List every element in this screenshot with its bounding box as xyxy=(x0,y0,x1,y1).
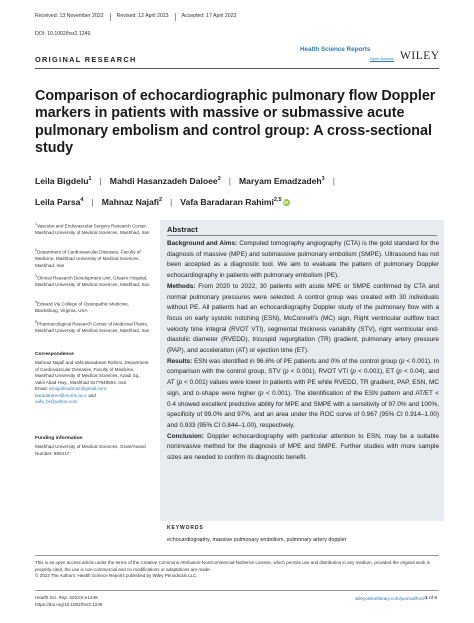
author-separator: | xyxy=(170,196,173,207)
affiliation: $^2$Department of Cardiovascular Diseases, Faculty of Medicine, Mashhad University of Medical Sciences, Mashhad, Iran xyxy=(35,248,141,268)
orcid-icon[interactable]: iD xyxy=(283,199,289,205)
abstract-body xyxy=(167,239,439,464)
footer-divider xyxy=(35,590,439,591)
author-name: Mahdi Hasanzadeh Daloee$^2$ xyxy=(109,175,221,186)
email-link[interactable]: vafa_br@yahoo.com xyxy=(35,399,78,404)
journal-name: Health Science Reports xyxy=(300,46,371,53)
keywords-text: echocardiography, massive pulmonary embolism, pulmonary artery doppler xyxy=(167,537,347,543)
author-separator: | xyxy=(332,175,335,186)
wiley-logo: WILEY xyxy=(400,50,440,62)
keywords-heading: KEYWORDS xyxy=(167,525,204,531)
revised-date: Revised: 12 April 2023 xyxy=(111,13,176,21)
funding-text: Mashhad University of Medical Sciences, Grant/Award Number: 990417 xyxy=(35,444,146,456)
abstract-heading: Abstract xyxy=(167,225,198,234)
license-text: This is an open access article under the terms of the Creative Commons Attribution-NonCommercial-NoDerivs License, which permits use and distribution in any medium, provided the original work is properly cited, the use is non-commercial and no modifications or adaptations are made. © 2023 The Authors. Health Science Reports published by Wiley Periodicals LLC. xyxy=(35,560,430,579)
author-separator: | xyxy=(99,175,102,186)
abstract-methods: Methods: From 2020 to 2022, 30 patients with acute MPE or SMPE confirmed by CTA and normal pulmonary pressures were selected. A control group was created with 30 individuals without PE. All patients had an echocardiography Doppler study of the pulmonary flow with a focus on early systolic notching (ESN), McConnell's (MC) sign, Right ventricular outflow tract velocity time integral (RVOT VTI), segmental thickness variability (STV), right ventricular end-diastolic diameter (RVEDD), tricuspid regurgitation (TR) gradient, pulmonary artery pressure (PAP), and acceleration (AT) or ejection time (ET). xyxy=(167,282,439,355)
correspondence-text: Mahnaz Najafi and Vafa Baradaran Rahimi, Department of Cardiovascular Diseases, Faculty of Medicine, Mashhad University of Medical Sciences, Azadi Sq., Vakil Abad Hwy., Mashhad 9177948564, Iran. Email: drnajafimahnaz@gmail.com; baradaranrv@mums.ac.ir and vafa_br@yahoo.com xyxy=(35,360,149,404)
affiliation: $^5$Pharmacological Research Center of Medicinal Plants, Mashhad University of Medical Sciences, Mashhad, Iran xyxy=(35,320,150,334)
affiliation: $^1$Vascular and Endovascular Surgery Research Center, Mashhad University of Medical Sciences, Mashhad, Iran xyxy=(35,222,150,236)
article-title: Comparison of echocardiographic pulmonary flow Doppler markers in patients with massive or submassive acute pulmonary embolism and control group: A cross-sectional study xyxy=(35,88,436,156)
funding-heading: Funding information xyxy=(35,436,83,441)
author-separator: | xyxy=(228,175,232,186)
license-divider xyxy=(35,555,439,556)
header-divider xyxy=(35,68,439,69)
article-dates xyxy=(35,13,242,21)
citation: Health Sci. Rep. 2023;6:e1249. https://doi.org/10.1002/hsr2.1249 xyxy=(35,595,103,607)
affiliation: $^3$Clinical Research Development Unit, Ghaem Hospital, Mashhad University of Medical Sciences, Mashhad, Iran xyxy=(35,274,150,288)
journal-site-link[interactable]: wileyonlinelibrary.com/journal/hsr2 xyxy=(355,596,425,601)
author-name: Leila Parsa$^4$ xyxy=(35,196,84,207)
author-name: Maryam Emadzadeh$^3$ xyxy=(239,175,325,186)
citation-doi-link[interactable]: https://doi.org/10.1002/hsr2.1249 xyxy=(35,602,103,607)
accepted-date: Accepted: 17 April 2023 xyxy=(181,13,237,19)
open-access-badge: Open Access xyxy=(370,56,394,61)
email-link[interactable]: baradaranrv@mums.ac.ir xyxy=(35,392,87,398)
abstract-background: Background and Aims: Computed tomography angiography (CTA) is the gold standard for the diagnosis of massive (MPE) and submassive pulmonary embolism (SMPE). Ultrasound has not been accepted as a diagnostic tool. We aim to evaluate the pattern of pulmonary Doppler echocardiography in patients with pulmonary embolism (PE). xyxy=(167,240,439,280)
author-list xyxy=(35,170,445,212)
correspondence-heading: Correspondence xyxy=(35,352,74,357)
abstract-conclusion: Conclusion: Doppler echocardiography with particular attention to ESN, may be a suitable noninvasive method for the diagnosis of MPE and SMPE. Further studies with more sample sizes are needed to confirm its diagnostic benefit. xyxy=(167,432,439,462)
doi-text: DOI: 10.1002/hsr2.1249 xyxy=(35,31,91,37)
page-number: 1 of 8 xyxy=(425,596,438,601)
abstract-divider xyxy=(167,235,437,236)
affiliation: $^4$Edward Via College of Osteopathic Medicine, Blacksburg, Virginia, USA xyxy=(35,300,130,314)
author-name: Leila Bigdelu$^1$ xyxy=(35,175,92,186)
copyright-text: © 2023 The Authors. Health Science Reports published by Wiley Periodicals LLC. xyxy=(35,573,198,579)
email-link[interactable]: drnajafimahnaz@gmail.com; xyxy=(49,386,108,391)
author-separator: | xyxy=(91,196,94,207)
author-name: Mahnaz Najafi$^2$ xyxy=(101,196,163,207)
received-date: Received: 13 November 2022 xyxy=(35,13,111,21)
section-label: ORIGINAL RESEARCH xyxy=(35,55,137,64)
abstract-results: Results: ESN was identified in 96.6% of PE patients and 0% of the control group (p < 0.001). In comparison with the control group, STV (p < 0.001), RVOT VTI (p < 0.001), ET (p < 0.04), and AT (p < 0.001) values were lower in patients with PE while RVEDD, TR gradient, PAP, ESN, MC sign, and ᴅ-shape were higher (p < 0.001). The identification of the ESN pattern and AT/ET < 0.4 showed excellent predictive ability for MPE and SMPE with a sensitivity of 97.0% and 100%, specificity of 99.0% and 97%, and an area under the ROC curve of 0.967 (95% CI 0.914–1.00) and 0.933 (95% CI 0.844–1.00), respectively. xyxy=(167,357,439,429)
author-name: Vafa Baradaran Rahimi$^{2,5}$ xyxy=(180,196,282,207)
